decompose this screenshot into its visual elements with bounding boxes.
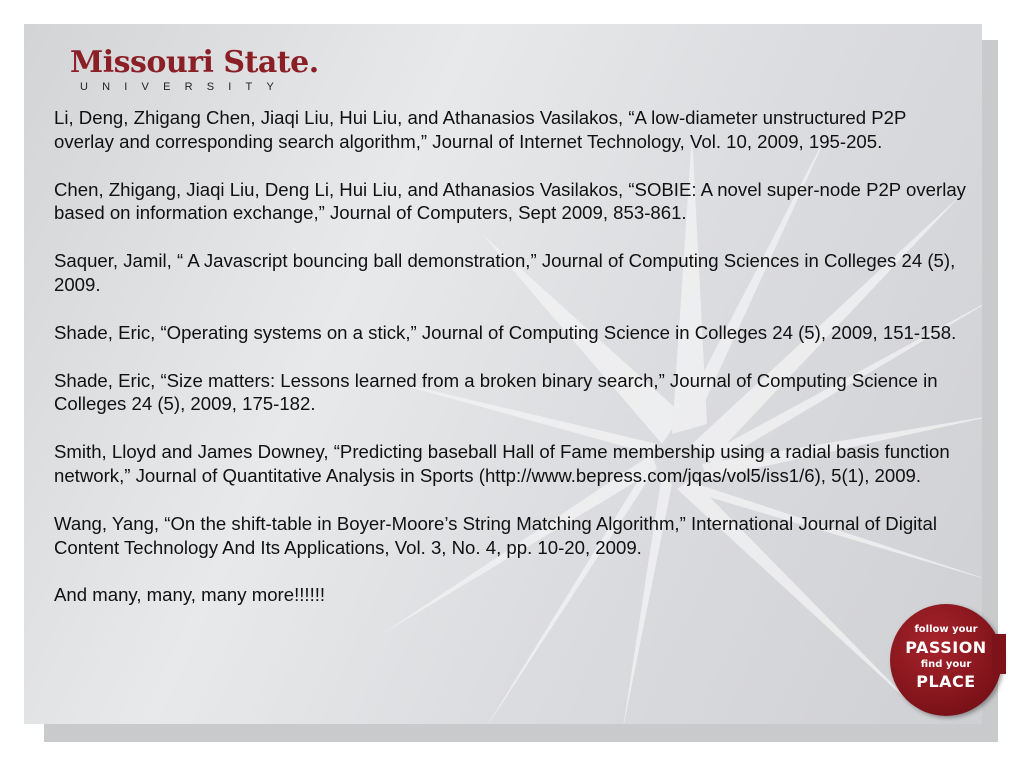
reference-item: Li, Deng, Zhigang Chen, Jiaqi Liu, Hui Liu, and Athanasios Vasilakos, “A low-diameter unstructured P2P overlay and corresponding search algorithm,” Journal of Internet Technology, Vol. 10, 2009, 195-205.	[54, 107, 907, 152]
reference-item: Shade, Eric, “Size matters: Lessons learned from a broken binary search,” Journal of Computing Science in Colleges 24 (5), 2009, 175-182.	[54, 369, 938, 415]
reference-item: Wang, Yang, “On the shift-table in Boyer-Moore’s String Matching Algorithm,” International Journal of Digital Content Technology And Its Applications, Vol. 3, No. 4, pp. 10-20, 2009.	[54, 512, 937, 558]
badge-line-1: follow your	[914, 624, 978, 635]
badge-line-4: PLACE	[916, 672, 976, 691]
reference-item: Saquer, Jamil, “ A Javascript bouncing ball demonstration,” Journal of Computing Sciences in Colleges 24 (5), 2009.	[54, 250, 956, 295]
logo-name: Missouri State.	[70, 45, 319, 80]
reference-item: Shade, Eric, “Operating systems on a stick,” Journal of Computing Science in Colleges 24 (5), 2009, 151-158.	[54, 321, 957, 343]
reference-item: Smith, Lloyd and James Downey, “Predicting baseball Hall of Fame membership using a radial basis function network,” Journal of Quantitative Analysis in Sports (http://www.bepress.com/jqas/vol5/iss1/6), 5(1), 2009.	[54, 441, 950, 486]
badge-line-2: PASSION	[905, 638, 987, 657]
slide	[24, 24, 982, 724]
reference-item: And many, many, many more!!!!!!	[54, 584, 326, 606]
university-logo	[70, 46, 319, 94]
passion-place-badge	[890, 604, 1002, 716]
badge-line-3: find your	[920, 659, 972, 670]
reference-item: Chen, Zhigang, Jiaqi Liu, Deng Li, Hui Liu, and Athanasios Vasilakos, “SOBIE: A novel super-node P2P overlay based on information exchange,” Journal of Computers, Sept 2009, 853-861.	[54, 178, 966, 224]
reference-list	[54, 106, 966, 631]
logo-subtitle: UNIVERSITY	[80, 81, 289, 93]
